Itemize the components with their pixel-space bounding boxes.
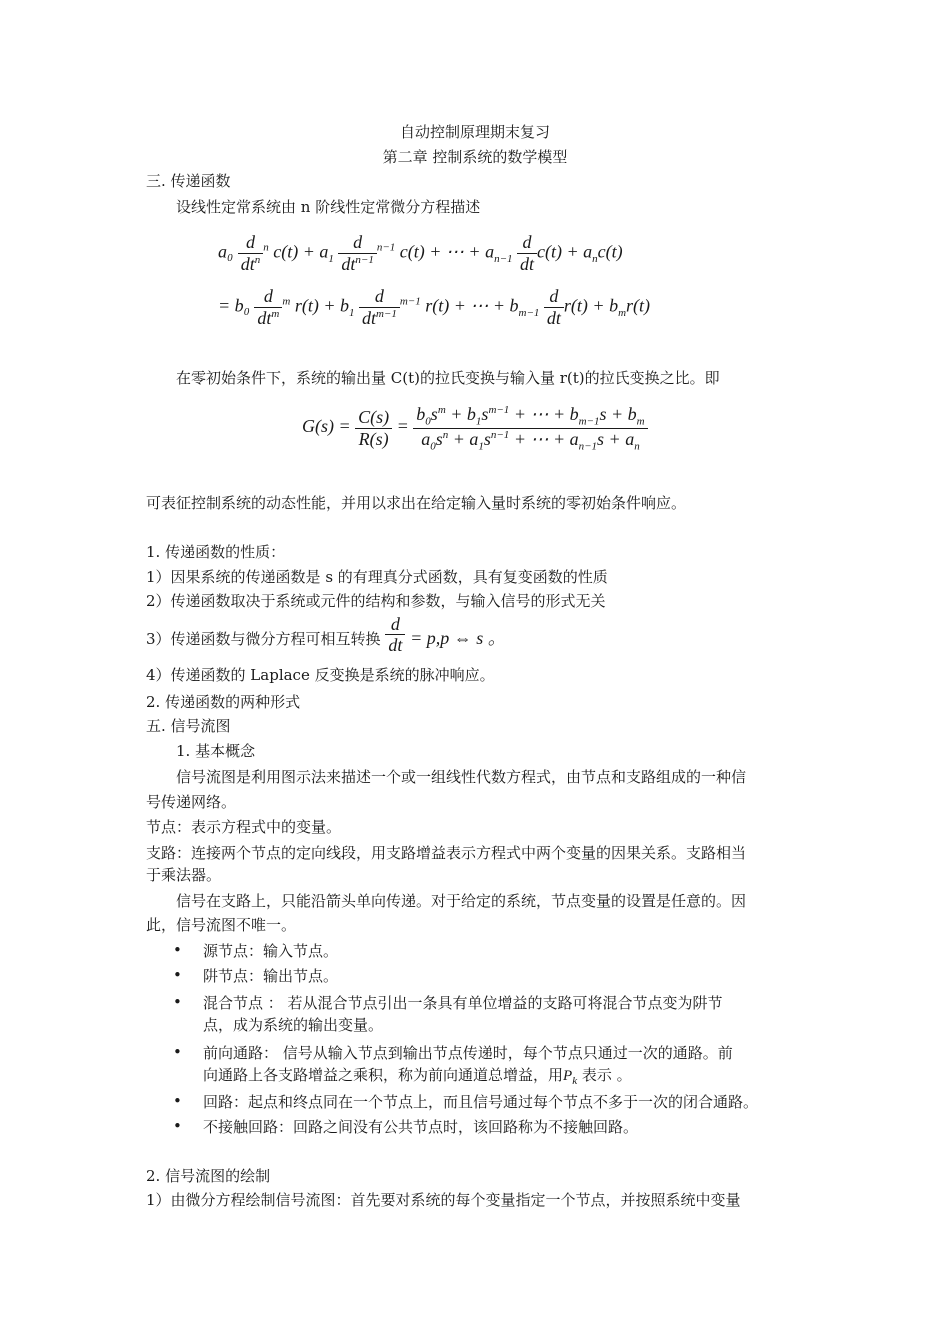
drawing-heading: 2. 信号流图的绘制	[146, 1167, 271, 1185]
forward-path-tail: 表示 。	[581, 1066, 632, 1084]
doc-title: 自动控制原理期末复习	[399, 123, 550, 141]
sfg-definition-line-2: 号传递网络。	[146, 793, 237, 811]
bullet-forward-path-line-1: 前向通路： 信号从输入节点到输出节点传递时，每个节点只通过一次的通路。前	[203, 1044, 733, 1062]
section-5-heading: 五. 信号流图	[146, 717, 231, 735]
node-definition: 节点：表示方程式中的变量。	[146, 818, 342, 836]
zero-initial-condition-text: 在零初始条件下，系统的输出量 C(t)的拉氏变换与输入量 r(t)的拉氏变换之比。即	[176, 369, 720, 387]
bullet-dot-icon: •	[173, 1117, 182, 1135]
signal-text-line-1: 信号在支路上，只能沿箭头单向传递。对于给定的系统，节点变量的设置是任意的。因	[176, 892, 747, 910]
bullet-forward-path-line-2: 向通路上各支路增益之乘积，称为前向通道总增益，用$P_k$ 表示 。	[203, 1066, 632, 1087]
tf-cs: C(s)	[358, 406, 390, 427]
eq1-rhs-lead: = b₀	[218, 295, 250, 316]
forward-path-text: 向通路上各支路增益之乘积，称为前向通道总增益，用	[203, 1066, 564, 1084]
section-3-intro: 设线性定常系统由 n 阶线性定常微分方程描述	[176, 198, 481, 216]
sfg-definition-line-1: 信号流图是利用图示法来描述一个或一组线性代数方程式，由节点和支路组成的一种信	[176, 768, 747, 786]
property-3: 3）传递函数与微分方程可相互转换 $\frac{d}{dt}$ = p,p ⇔ s 。	[146, 614, 506, 655]
characterization-text: 可表征控制系统的动态性能，并用以求出在给定输入量时系统的零初始条件响应。	[146, 494, 687, 512]
bullet-dot-icon: •	[173, 941, 182, 959]
section-3-heading: 三. 传递函数	[146, 172, 231, 190]
bullet-dot-icon: •	[173, 1043, 182, 1061]
basic-concept-heading: 1. 基本概念	[176, 742, 256, 760]
drawing-step-1: 1）由微分方程绘制信号流图：首先要对系统的每个变量指定一个节点，并按照系统中变量	[146, 1191, 741, 1209]
bullet-mixed-node-line-1: 混合节点 ： 若从混合节点引出一条具有单位增益的支路可将混合节点变为阱节	[203, 994, 723, 1012]
bullet-source-node: 源节点：输入节点。	[203, 942, 339, 960]
chapter-title: 第二章 控制系统的数学模型	[382, 148, 568, 166]
bullet-mixed-node-line-2: 点，成为系统的输出变量。	[203, 1016, 384, 1034]
bullet-loop: 回路：起点和终点同在一个节点上，而且信号通过每个节点不多于一次的闭合通路。	[203, 1093, 759, 1111]
eq1-lhs-lead: a₀	[218, 241, 234, 262]
property-3-text: 3）传递函数与微分方程可相互转换	[146, 630, 381, 648]
bullet-dot-icon: •	[173, 993, 182, 1011]
bullet-dot-icon: •	[173, 966, 182, 984]
property-4: 4）传递函数的 Laplace 反变换是系统的脉冲响应。	[146, 666, 495, 684]
property-3-tail: = p,p ⇔ s 。	[410, 628, 506, 648]
tf-g: G(s) =	[302, 416, 351, 437]
diff-equation-line-2: = b₀ $\frac{d}{dt^m}$ $^m$ $r(t) + b_1$ $\frac{d}{dt^{m-1}}$ $^{m-1}$ r(t) + ⋯ + $b_{m-1}$ $\frac{d}{dt}$ $r(t) + b_mr(t)$	[218, 286, 651, 328]
transfer-function-equation: G(s) = $\frac{C(s)}{R(s)}$ = $\frac{b_0s^m + b_1s^{m-1} + \cdots + b_{m-1}s + b_m}{a_0s^n + a_1s^{n-1} + \cdots + a_{n-1}s + a_n}$	[302, 404, 648, 452]
property-1: 1）因果系统的传递函数是 s 的有理真分式函数，具有复变函数的性质	[146, 568, 608, 586]
two-forms-heading: 2. 传递函数的两种形式	[146, 693, 301, 711]
tf-eq: =	[396, 416, 409, 437]
branch-definition-line-1: 支路：连接两个节点的定向线段，用支路增益表示方程式中两个变量的因果关系。支路相当	[146, 844, 747, 862]
branch-definition-line-2: 于乘法器。	[146, 866, 222, 884]
bullet-dot-icon: •	[173, 1092, 182, 1110]
diff-equation-line-1: a₀ $\frac{d}{dt^n}$ $^n$ $c(t) + a_1$ $\frac{d}{dt^{n-1}}$ $^{n-1}$ c(t) + ⋯ + $a_{n-1}$ $\frac{d}{dt}$ $c(t) + a_nc(t)$	[218, 232, 623, 274]
bullet-sink-node: 阱节点：输出节点。	[203, 967, 339, 985]
bullet-non-touching-loop: 不接触回路：回路之间没有公共节点时，该回路称为不接触回路。	[203, 1118, 639, 1136]
signal-text-line-2: 此，信号流图不唯一。	[146, 916, 297, 934]
properties-heading: 1. 传递函数的性质：	[146, 543, 286, 561]
property-2: 2）传递函数取决于系统或元件的结构和参数，与输入信号的形式无关	[146, 592, 606, 610]
tf-rs: R(s)	[355, 428, 392, 450]
